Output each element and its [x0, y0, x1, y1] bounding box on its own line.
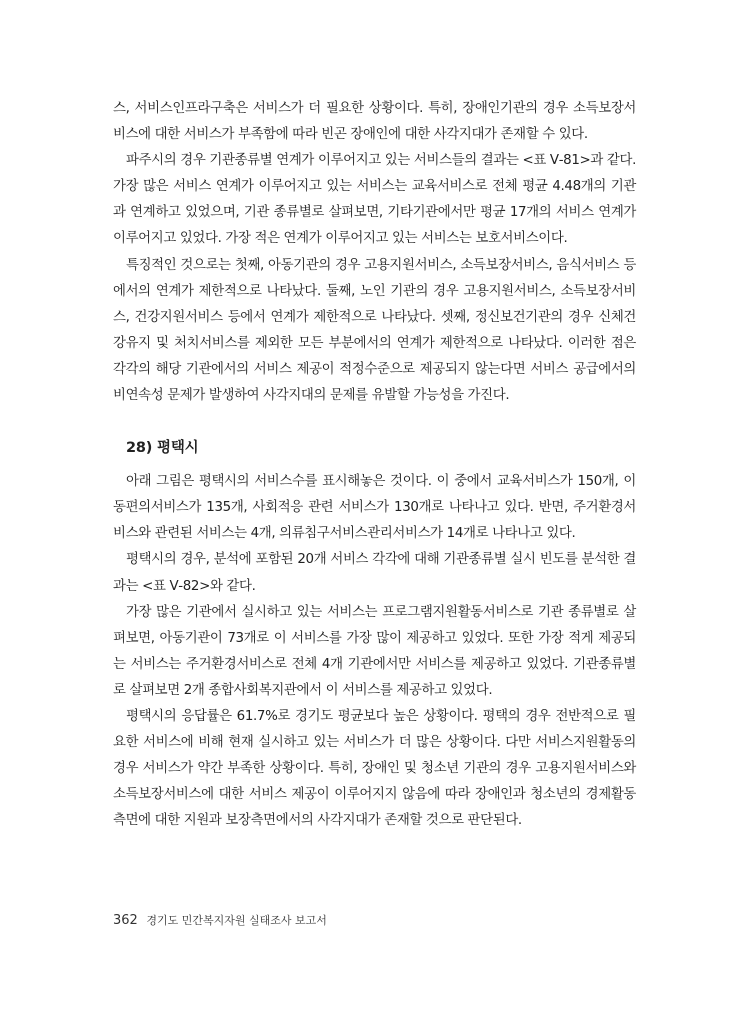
paragraph-6: 가장 많은 기관에서 실시하고 있는 서비스는 프로그램지원활동서비스로 기관 종류별로 살펴보면, 아동기관이 73개로 이 서비스를 가장 많이 제공하고 있었다. 또한 가장 적게 제공되는 서비스는 주거환경서비스로 전체 4개 기관에서만 서비스를 제공하고 있었다. 기관종류별로 살펴보면 2개 종합사회복지관에서 이 서비스를 제공하고 있었다. — [113, 604, 636, 698]
paragraph-5: 평택시의 경우, 분석에 포함된 20개 서비스 각각에 대해 기관종류별 실시 빈도를 분석한 결과는 <표 Ⅴ-82>와 같다. — [113, 552, 636, 594]
paragraph-1: 스, 서비스인프라구축은 서비스가 더 필요한 상황이다. 특히, 장애인기관의 경우 소득보장서비스에 대한 서비스가 부족함에 따라 빈곤 장애인에 대한 사각지대가 존재할 수 있다. — [113, 101, 636, 143]
paragraph-3: 특징적인 것으로는 첫째, 아동기관의 경우 고용지원서비스, 소득보장서비스, 음식서비스 등에서의 연계가 제한적으로 나타났다. 둘째, 노인 기관의 경우 고용지원서비스, 소득보장서비스, 건강지원서비스 등에서 연계가 제한적으로 나타났다. 셋째, 정신보건기관의 경우 신체건강유지 및 처치서비스를 제외한 모든 부분에서의 연계가 제한적으로 나타났다. 이러한 점은 각각의 해당 기관에서의 서비스 제공이 적정수준으로 제공되지 않는다면 서비스 공급에서의 비연속성 문제가 발생하여 사각지대의 문제를 유발할 가능성을 가진다. — [113, 257, 636, 404]
page-number: 362 — [113, 913, 138, 928]
paragraph-7: 평택시의 응답률은 61.7%로 경기도 평균보다 높은 상황이다. 평택의 경우 전반적으로 필요한 서비스에 비해 현재 실시하고 있는 서비스가 더 많은 상황이다. 다만 서비스지원활동의 경우 서비스가 약간 부족한 상황이다. 특히, 장애인 및 청소년 기관의 경우 고용지원서비스와 소득보장서비스에 대한 서비스 제공이 이루어지지 않음에 따라 장애인과 청소년의 경제활동 측면에 대한 지원과 보장측면에서의 사각지대가 존재할 것으로 판단된다. — [113, 708, 636, 829]
section-gap — [113, 409, 636, 435]
body-text — [113, 96, 636, 834]
paragraph-2: 파주시의 경우 기관종류별 연계가 이루어지고 있는 서비스들의 결과는 <표 Ⅴ-81>과 같다. 가장 많은 서비스 연계가 이루어지고 있는 서비스는 교육서비스로 전체 평균 4.48개의 기관과 연계하고 있었으며, 기관 종류별로 살펴보면, 기타기관에서만 평균 17개의 서비스 연계가 이루어지고 있었다. 가장 적은 연계가 이루어지고 있는 서비스는 보호서비스이다. — [113, 153, 636, 247]
page-footer — [113, 914, 327, 928]
paragraph-4: 아래 그림은 평택시의 서비스수를 표시해놓은 것이다. 이 중에서 교육서비스가 150개, 이동편의서비스가 135개, 사회적응 관련 서비스가 130개로 나타나고 있다. 반면, 주거환경서비스와 관련된 서비스는 4개, 의류침구서비스관리서비스가 14개로 나타나고 있다. — [113, 474, 636, 542]
section-heading: 28) 평택시 — [126, 440, 199, 457]
document-title: 경기도 민간복지자원 실태조사 보고서 — [146, 914, 327, 927]
